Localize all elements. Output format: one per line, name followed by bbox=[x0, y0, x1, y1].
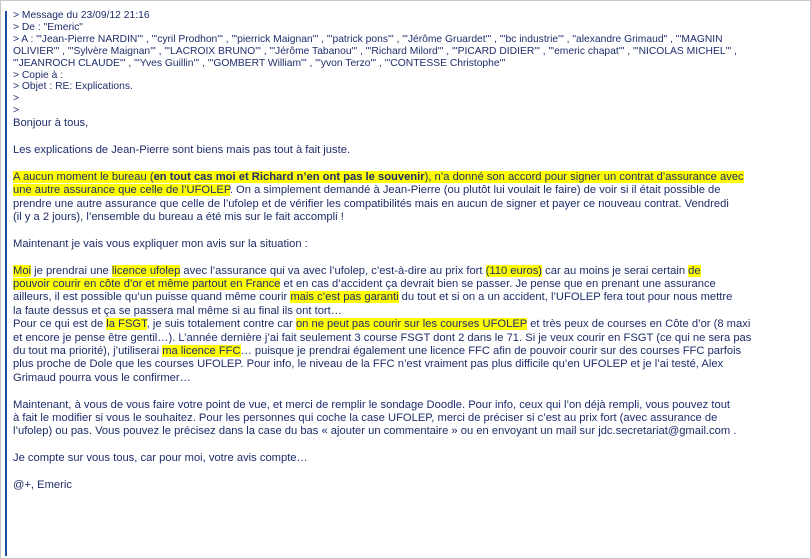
greeting: Bonjour à tous, bbox=[13, 117, 89, 130]
paragraph-3: Maintenant je vais vous expliquer mon avis sur la situation : bbox=[13, 237, 308, 250]
text: et très peux de courses en Côte d’or (8 maxi bbox=[527, 318, 751, 331]
highlight-text: A aucun moment le bureau ( bbox=[13, 170, 154, 183]
paragraph-1: Les explications de Jean-Pierre sont biens mais pas tout à fait juste. bbox=[13, 143, 351, 156]
highlight-text: la FSGT bbox=[106, 318, 147, 331]
highlight-text: ), n’a donné son accord pour signer un contrat d’assurance avec bbox=[424, 170, 744, 183]
highlight-text: on ne peut pas courir sur les courses UFOLEP bbox=[295, 318, 528, 331]
text: et en cas d’accident ça devrait bien se passer. Je pense que en prenant une assurance bbox=[280, 277, 716, 290]
highlight-text: de bbox=[688, 264, 701, 277]
header-line-to-cont: OLIVIER'" , "'Sylvère Maignan'" , "'LACROIX BRUNO'" , "'Jérôme Tabanou'" , "'Richard Milord'" , "'PICARD DIDIER'" , "'emeric chapat'" , "'NICOLAS MICHEL'" , bbox=[13, 45, 737, 57]
text: du tout et si on a un accident, l’UFOLEP fera tout pour nous mettre bbox=[398, 291, 733, 304]
text: l’ufolep) ou pas. Vous pouvez le précisez dans la case du bas « ajouter un commentaire » ou en envoyant un mail sur jdc.secretariat@gmail.com . bbox=[13, 425, 737, 438]
text: et encore je pense être gentil…). L’année dernière j’ai fait seulement 3 course FSGT dont 2 dans le 71. Si je veux courir en FSGT (ce qui ne sera pas bbox=[13, 331, 752, 344]
text: je prendrai une bbox=[31, 264, 112, 277]
bold-highlight-text: en tout cas moi et Richard n’en ont pas le souvenir bbox=[153, 170, 425, 183]
text: plus proche de Dole que les courses UFOLEP. Pour info, le niveau de la FFC n’est vraiment pas plus difficile qu’en UFOLEP et je l’ai testé, Alex bbox=[13, 358, 724, 371]
text: … puisque je prendrai également une licence FFC afin de pouvoir courir sur des courses FFC parfois bbox=[240, 345, 742, 357]
paragraph-2 bbox=[13, 171, 798, 225]
highlight-text: pouvoir courir en côte d’or et même partout en France bbox=[13, 277, 281, 290]
highlight-text: (110 euros) bbox=[485, 264, 543, 277]
text: Pour ce qui est de bbox=[13, 318, 107, 331]
header-line-to-cont-2: "'JEANROCH CLAUDE'" , "'Yves Guillin'" , "'GOMBERT William'" , "'yvon Terzo'" , "'CONTESSE Christophe'" bbox=[13, 57, 506, 69]
text: . On a simplement demandé à Jean-Pierre (ou plutôt lui voulait le faire) de voir si il était possible de bbox=[229, 184, 721, 197]
header-line-date: > Message du 23/09/12 21:16 bbox=[13, 10, 150, 21]
paragraph-4 bbox=[13, 265, 798, 319]
highlight-text: Moi bbox=[13, 264, 32, 277]
text: Grimaud pourra vous le confirmer… bbox=[13, 371, 191, 384]
header-line-to: > A : "'Jean-Pierre NARDIN'" , "'cyril Prodhon'" , "'pierrick Maignan'" , "'patrick pons'" , "'Jérôme Gruardet'" , "'bc industrie'" , "alexandre Grimaud" , "'MAGNIN bbox=[13, 33, 723, 45]
highlight-text: mais c’est pas garanti bbox=[290, 291, 399, 304]
email-content bbox=[13, 10, 798, 492]
text: car au moins je serai certain bbox=[542, 264, 689, 277]
text: du tout ma priorité), j’utiliserai bbox=[13, 345, 163, 357]
highlight-text: une autre assurance que celle de l’UFOLEP bbox=[13, 184, 230, 197]
header-line-from: > De : "Emeric" bbox=[13, 21, 83, 33]
header-line-subject: > Objet : RE: Explications. bbox=[13, 81, 133, 93]
text: (il y a 2 jours), l’ensemble du bureau a été mis sur le fait accompli ! bbox=[13, 210, 344, 223]
header-line-quote: > bbox=[13, 93, 20, 105]
message-body bbox=[13, 117, 798, 492]
text: Maintenant, à vous de vous faire votre point de vue, et merci de remplir le sondage Doodle. Pour info, ceux qui l’on déjà rempli, vous pouvez tout bbox=[13, 398, 731, 411]
highlight-text: ma licence FFC bbox=[162, 345, 241, 357]
text: prendre une autre assurance que celle de l’ufolep et de vérifier les compatibilités mais en aucun de signer et payer ce nouveau contrat. Vendredi bbox=[13, 197, 729, 210]
signature: @+, Emeric bbox=[13, 479, 72, 492]
text: , je suis totalement contre car bbox=[146, 318, 296, 331]
quoted-header bbox=[13, 10, 798, 117]
paragraph-7: Je compte sur vous tous, car pour moi, votre avis compte… bbox=[13, 452, 308, 465]
text: à fait le modifier si vous le souhaitez. Pour les personnes qui coche la case UFOLEP, merci de préciser si c’est au prix fort (avec assurance de bbox=[13, 412, 718, 425]
highlight-text: licence ufolep bbox=[111, 264, 181, 277]
text: ailleurs, il est possible qu’un puisse quand même courir bbox=[13, 291, 291, 304]
header-line-quote-2: > bbox=[13, 105, 20, 117]
header-line-cc: > Copie à : bbox=[13, 69, 64, 81]
paragraph-6 bbox=[13, 399, 798, 439]
text: avec l’assurance qui va avec l’ufolep, c’est-à-dire au prix fort bbox=[180, 264, 486, 277]
text: la faute dessus et ça se passera mal même si au final ils ont tort… bbox=[13, 304, 342, 317]
paragraph-5 bbox=[13, 318, 798, 385]
quote-bar bbox=[5, 11, 7, 556]
